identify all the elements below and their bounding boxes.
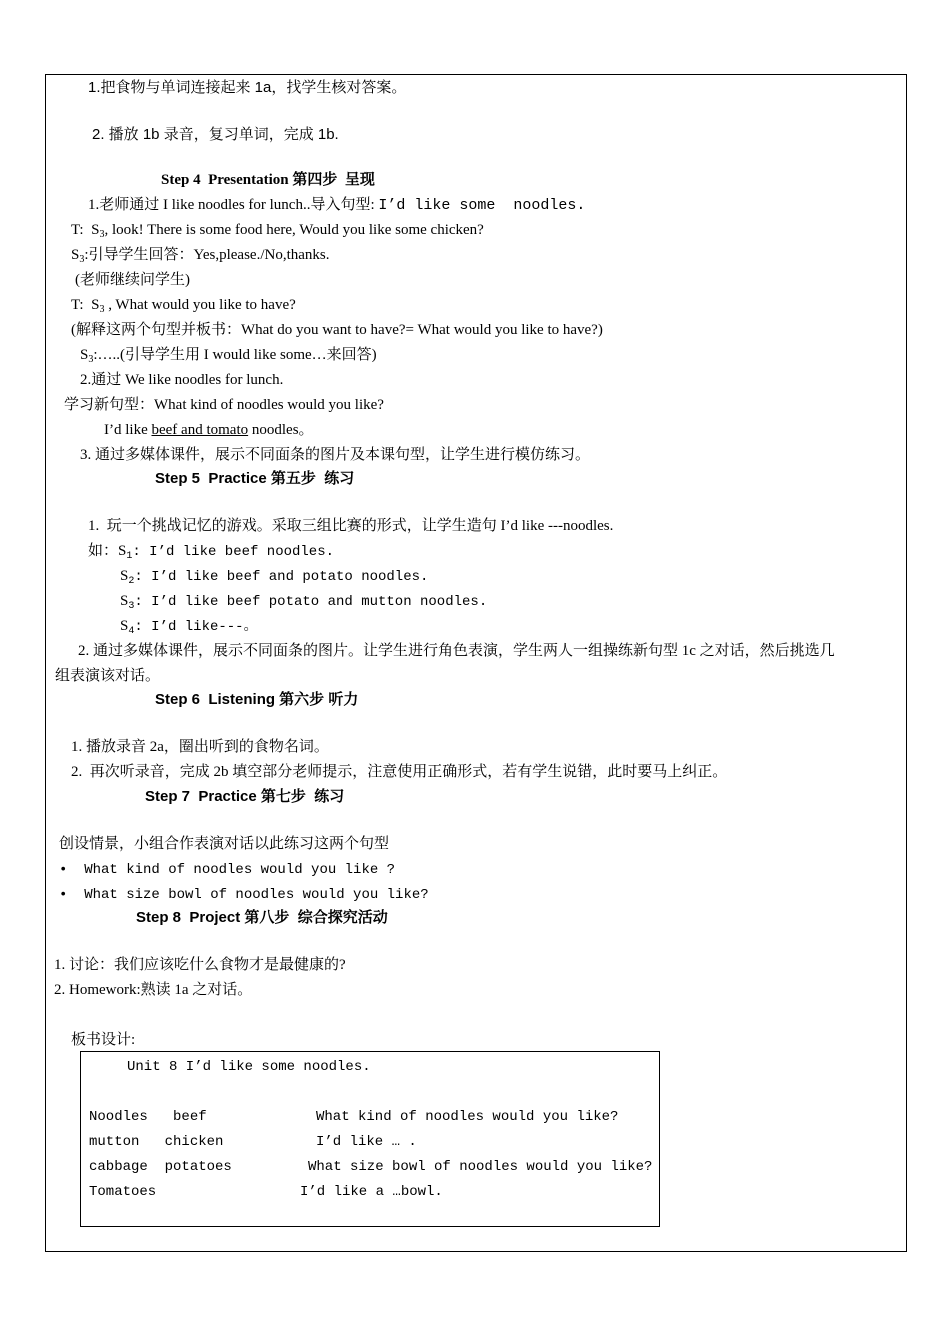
step4-line-2-post: , look! There is some food here, Would you like some chicken? (104, 222, 484, 238)
step5-example-prefix: 如： (88, 543, 119, 559)
step7-bullet-2: • What size bowl of noodles would you like? (59, 887, 429, 903)
step7-line-1: 创设情景，小组合作表演对话以此练习这两个句型 (59, 836, 390, 852)
step4-line-3-pre: S (71, 247, 80, 263)
step8-heading: Step 8 Project 第八步 综合探究活动 (136, 909, 388, 926)
step4-line-2-sub: 3 (99, 229, 105, 240)
step4-target-sentence: I’d like some noodles. (378, 197, 586, 214)
step6-line-2: 2. 再次听录音，完成 2b 填空部分老师提示，注意使用正确形式，若有学生说错，此时要马上纠正。 (71, 764, 728, 780)
board-row-3-right: What size bowl of noodles would you like? (308, 1159, 653, 1175)
board-title: Unit 8 I’d like some noodles. (127, 1059, 371, 1075)
step6-heading: Step 6 Listening 第六步 听力 (155, 691, 359, 708)
step5-s4-sub: 4 (128, 626, 135, 637)
step4-line-3 (71, 245, 329, 265)
step5-s3-sub: 3 (128, 601, 135, 612)
step5-s1-text: : I’d like beef noodles. (132, 544, 335, 560)
step5-s1: S (118, 543, 127, 559)
step5-example-2 (120, 566, 428, 587)
step5-s1-sub: 1 (126, 551, 133, 562)
intro-item-1: 1.把食物与单词连接起来 1a，找学生核对答案。 (88, 79, 407, 96)
step5-example-1 (88, 541, 334, 562)
step4-line-1-text: 1.老师通过 I like noodles for lunch..导入句型: (88, 197, 379, 213)
step4-line-3-sub: 3 (79, 254, 85, 265)
step4-line-5-pre: T: S (71, 297, 100, 313)
step4-line-7-pre: S (80, 347, 89, 363)
step8-line-2: 2. Homework:熟读 1a 之对话。 (54, 982, 253, 998)
step5-example-4 (120, 616, 258, 637)
step4-line-7-sub: 3 (88, 354, 94, 365)
step5-s4-text: : I’d like---。 (134, 619, 258, 635)
step5-s2-sub: 2 (128, 576, 135, 587)
step4-line-3-post: :引导学生回答：Yes,please./No,thanks. (84, 247, 330, 263)
step5-example-3 (120, 591, 487, 612)
step5-line-2a: 2. 通过多媒体课件，展示不同面条的图片。让学生进行角色表演，学生两人一组操练新句型 1c 之对话，然后挑选几 (78, 643, 835, 659)
board-label: 板书设计: (71, 1032, 136, 1048)
board-row-2-right: I’d like … . (316, 1134, 417, 1150)
board-row-2-left: mutton chicken (89, 1134, 224, 1150)
step4-line-7-post: :…..(引导学生用 I would like some…来回答) (93, 347, 377, 363)
step4-line-8: 2.通过 We like noodles for lunch. (80, 372, 284, 388)
step5-s2: S (120, 568, 129, 584)
board-row-1-right: What kind of noodles would you like? (316, 1109, 619, 1125)
step4-line-9: 学习新句型：What kind of noodles would you like? (64, 397, 384, 413)
step4-line-4: (老师继续问学生) (75, 272, 190, 288)
step4-line-10-post: noodles。 (248, 422, 314, 438)
step4-line-6: (解释这两个句型并板书：What do you want to have?= What would you like to have?) (71, 322, 603, 338)
step5-s4: S (120, 618, 129, 634)
step4-line-5-post: , What would you like to have? (104, 297, 296, 313)
step5-line-1: 1. 玩一个挑战记忆的游戏。采取三组比赛的形式，让学生造句 I’d like ---noodles. (88, 518, 614, 534)
step4-line-2 (71, 220, 484, 240)
step4-line-1 (88, 195, 585, 216)
step5-heading: Step 5 Practice 第五步 练习 (155, 470, 355, 487)
step4-line-7 (80, 345, 377, 365)
intro-item-2: 2. 播放 1b 录音，复习单词，完成 1b. (92, 126, 339, 143)
step7-heading: Step 7 Practice 第七步 练习 (145, 788, 345, 805)
board-row-3-left: cabbage potatoes (89, 1159, 232, 1175)
step5-s3-text: : I’d like beef potato and mutton noodles. (134, 594, 488, 610)
step5-s2-text: : I’d like beef and potato noodles. (134, 569, 429, 585)
step4-line-11: 3. 通过多媒体课件，展示不同面条的图片及本课句型，让学生进行模仿练习。 (80, 447, 591, 463)
step5-s3: S (120, 593, 129, 609)
step4-heading: Step 4 Presentation 第四步 呈现 (161, 172, 375, 188)
step4-line-2-pre: T: S (71, 222, 100, 238)
step8-line-1: 1. 讨论：我们应该吃什么食物才是最健康的? (54, 957, 346, 973)
board-row-4-right: I’d like a …bowl. (300, 1184, 443, 1200)
step4-line-10-underlined: beef and tomato (151, 422, 249, 438)
step4-line-5-sub: 3 (99, 304, 105, 315)
step7-bullet-1: • What kind of noodles would you like ? (59, 862, 396, 878)
board-row-1-left: Noodles beef (89, 1109, 207, 1125)
step5-line-2b: 组表演该对话。 (55, 668, 161, 684)
step4-line-10 (104, 420, 314, 440)
step4-line-10-pre: I’d like (104, 422, 152, 438)
board-row-4-left: Tomatoes (89, 1184, 157, 1200)
step6-line-1: 1. 播放录音 2a，圈出听到的食物名词。 (71, 739, 329, 755)
step4-line-5 (71, 295, 296, 315)
